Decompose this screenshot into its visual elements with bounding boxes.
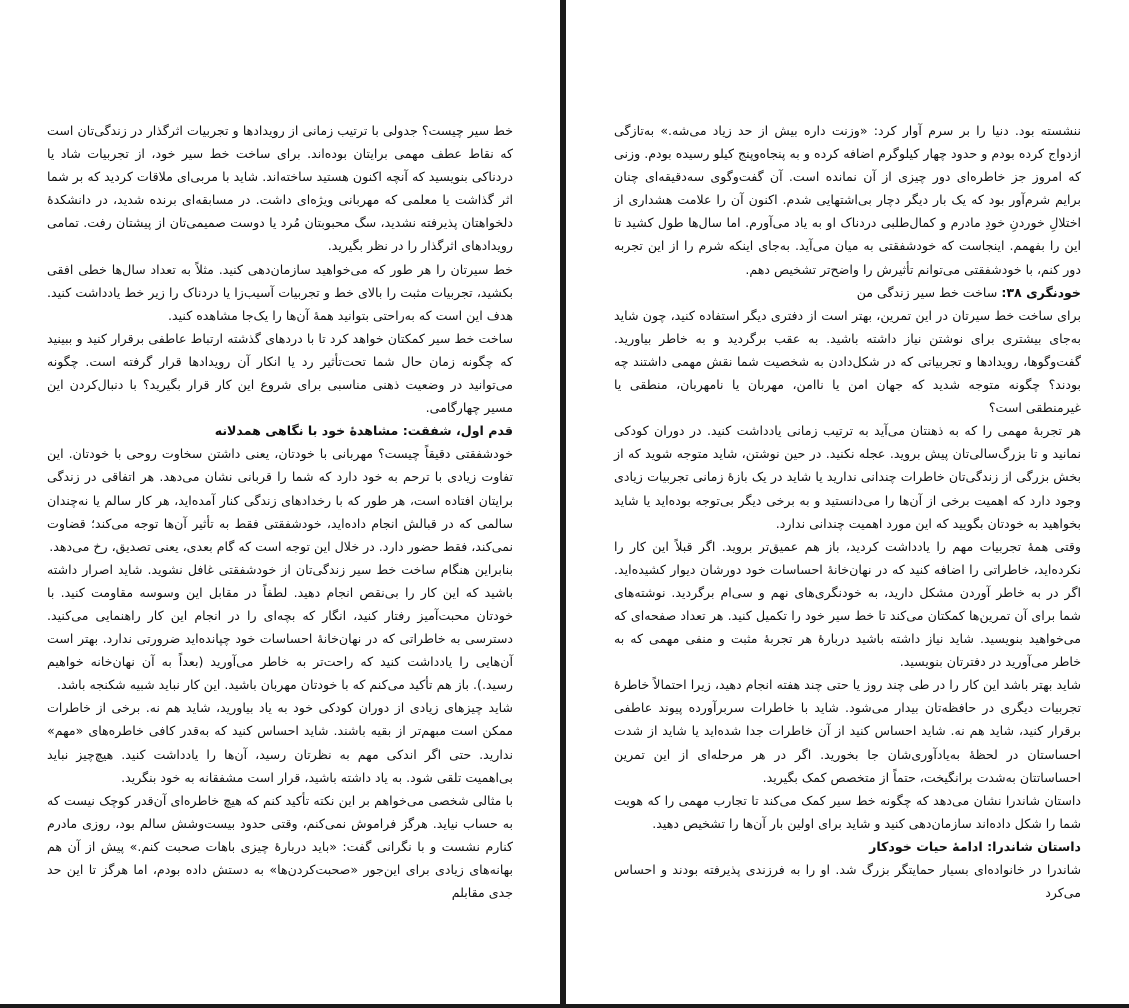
paragraph: شاید بهتر باشد این کار را در طی چند روز یا حتی چند هفته انجام دهید، زیرا احتمالاً خاطرهٔ تجربیات دیگری در حافظه‌تان بیدار می‌شود. شاید با خاطرات سربرآورده پیوند عاطفی برقرار کنید، شاید هم نه. شاید احساس کنید از آن خاطرات جدا شده‌اید یا شاید از شدت احساستان در لحظهٔ به‌یادآوری‌شان جا بخورید. اگر در هر مرحله‌ای از این تمرین احساساتتان به‌شدت برانگیخت، حتماً از متخصص کمک بگیرید. [614,677,1081,785]
paragraph: بنابراین هنگام ساخت خط سیر زندگی‌تان از خودشفقتی غافل نشوید. شاید اصرار داشته باشید که این کار را بی‌نقص انجام دهید. لطفاً در مقابل این وسوسه مقاومت کنید. با خودتان محبت‌آمیز رفتار کنید، انگار که بچه‌ای را در انجام این کار راهنمایی می‌کنید. دسترسی به خاطراتی که در نهان‌خانهٔ احساسات خود چپانده‌اید ضرورتی ندارد. بهتر است آن‌هایی را یادداشت کنید که راحت‌تر به خاطر می‌آورید (بعداً به آن نهان‌خانه خواهیم رسید.). باز هم تأکید می‌کنم که با خودتان مهربان باشید. این کار نباید شبیه شکنجه باشد. [47,561,513,693]
paragraph: ساخت خط سیر کمکتان خواهد کرد تا با دردهای گذشته ارتباط عاطفی برقرار کنید و ببینید که چگونه زمان حال شما تحت‌تأثیر رد یا انکار آن رویدادها قرار گرفته است. چگونه می‌توانید در وضعیت ذهنی مناسبی برای شروع این کار قرار بگیرید؟ با دنبال‌کردن این مسیر چهارگامی. [47,330,513,416]
paragraph: خط سیر چیست؟ جدولی با ترتیب زمانی از رویدادها و تجربیات اثرگذار در زندگی‌تان است که نقاط عطف مهمی برایتان بوده‌اند. برای ساخت خط سیر خود، از تجربیات شاد یا دردناکی بنویسید که آنچه اکنون هستید ساخته‌اند. شاید با مربی‌ای ملاقات کردید که بر شما اثر گذاشت یا معلمی که مهربانی ویژه‌ای داشت. در مسابقه‌ای برنده شدید، در دانشکدهٔ دلخواهتان پذیرفته نشدید، سگ محبوبتان مُرد یا دوست صمیمی‌تان از پیشتان رفت. تمامی رویدادهای اثرگذار را در نظر بگیرید. [47,123,513,254]
left-page [0,0,560,1004]
left-page-text [47,119,513,904]
paragraph: هر تجربهٔ مهمی را که به ذهنتان می‌آید به ترتیب زمانی یادداشت کنید. در دوران کودکی نمانید و تا بزرگ‌سالی‌تان پیش بروید. عجله نکنید. در حین نوشتن، شاید متوجه شوید که از بخش بزرگی از زندگی‌تان خاطرات چندانی ندارید یا شاید در یک بازهٔ زمانی تجربیات زیادی وجود دارد که اهمیت برخی از آن‌ها را می‌دانستید و به برخی دیگر بی‌توجه بوده‌اید یا شاید بخواهید به خودتان بگویید که این مورد اهمیت چندانی ندارد. [614,423,1081,531]
right-page-text [614,119,1081,904]
story-heading: داستان شاندرا: ادامهٔ حیات خودکار [869,838,1081,854]
paragraph: شاندرا در خانواده‌ای بسیار حمایتگر بزرگ شد. او را به فرزندی پذیرفته بودند و احساس می‌کرد [614,862,1081,901]
section-heading: قدم اول، شفقت: مشاهدهٔ خود با نگاهی همدلانه [214,423,513,439]
exercise-heading [614,281,1081,304]
paragraph: ننشسته بود. دنیا را بر سرم آوار کرد: «وزنت داره بیش از حد زیاد می‌شه.» به‌تازگی ازدواج کرده بودم و حدود چهار کیلوگرم اضافه کرده و به پنجاه‌وپنج کیلو رسیده بودم. وزنی که امروز جز خاطره‌ای دور چیزی از آن نمانده است. آن گفت‌وگوی سه‌دقیقه‌ای چنان برایم شرم‌آور بود که یک بار دیگر دچار بی‌اشتهایی شدم. اکنون آن را علامت هشداری از اختلالِ خوردنِ خودِ مادرم و کمال‌طلبی دردناک او به یاد می‌آورم. اما سال‌ها طول کشید تا این را بفهمم. اینجاست که خودشفقتی به میان می‌آید. به‌جای اینکه شرم را از این تجربه دور کنم، با خودشفقتی می‌توانم تأثیرش را واضح‌تر تشخیص دهم. [614,123,1081,277]
paragraph: خودشفقتی دقیقاً چیست؟ مهربانی با خودتان، یعنی داشتن سخاوت روحی با خودتان. این تفاوت زیادی با ترحم به خود دارد که شما را قربانی نشان می‌دهد. هر اتفاقی در زندگی برایتان افتاده است، هر طور که با رخدادهای زندگی کنار آمده‌اید، هر کار سالم یا نه‌چندان سالمی که در قبالش انجام داده‌اید، خودشفقتی فقط به تأثیر آن‌ها توجه می‌کند؛ قضاوت نمی‌کند، فقط حضور دارد. در خلال این توجه است که گام بعدی، یعنی تصدیق، رخ می‌دهد. [47,446,513,554]
paragraph: وقتی همهٔ تجربیات مهم را یادداشت کردید، باز هم عمیق‌تر بروید. اگر قبلاً این کار را نکرده‌اید، خاطراتی را اضافه کنید که در نهان‌خانهٔ احساسات خود دورشان دیوار کشیده‌اید. اگر در به خاطر آوردن مشکل دارید، به خودنگری‌های نهم و سی‌ام برگردید. نوشته‌های شما برای آن تمرین‌ها کمکتان می‌کند تا خط سیر خود را تکمیل کنید. هر تعداد صفحه‌ای که می‌خواهید بنویسید. شاید نیاز داشته باشید دربارهٔ هر تجربهٔ مثبت و منفی مهمی که به خاطر می‌آورید در دفترتان بنویسید. [614,538,1081,670]
paragraph: شاید چیزهای زیادی از دوران کودکی خود به یاد بیاورید، شاید هم نه. برخی از خاطرات ممکن است مبهم‌تر از بقیه باشند. شاید احساس کنید که به‌قدر کافی خاطره‌های «مهم» ندارید. حتی اگر اندکی مهم به نظرتان رسید، آن‌ها را یادداشت کنید. هیچ‌چیز نباید بی‌اهمیت تلقی شود. به یاد داشته باشید، قرار است مشفقانه به خود بنگرید. [47,700,513,785]
page-bottom-edge [0,1004,1129,1008]
paragraph: خط سیرتان را هر طور که می‌خواهید سازمان‌دهی کنید. مثلاً به تعداد سال‌ها خطی افقی بکشید، تجربیات مثبت را بالای خط و تجربیات آسیب‌زا یا دردناک را زیر خط یادداشت کنید. هدف این است که به‌راحتی بتوانید همهٔ آن‌ها را یک‌جا مشاهده کنید. [47,261,513,323]
exercise-heading-label: خودنگری ۳۸: [1001,284,1081,300]
paragraph: برای ساخت خط سیرتان در این تمرین، بهتر است از دفتری دیگر استفاده کنید، چون شاید به‌جای بیشتری برای نوشتن نیاز داشته باشید. به عقب برگردید و به خاطر بیاورید. گفت‌وگوها، رویدادها و تجربیاتی که در شکل‌دادن به شخصیت شما نقش مهمی داشتند چه بودند؟ چگونه متوجه شدید که جهان امن یا ناامن، مهربان یا نامهربان، منطقی یا غیرمنطقی است؟ [614,307,1081,416]
paragraph: با مثالی شخصی می‌خواهم بر این نکته تأکید کنم که هیچ خاطره‌ای آن‌قدر کوچک نیست که به حساب نیاید. هرگز فراموش نمی‌کنم، وقتی حدود بیست‌وشش سالم بود، روزی مادرم کنارم نشست و با نگرانی گفت: «باید دربارهٔ چیزی باهات صحبت کنم.» پیش از آن هم بهانه‌های زیادی برای این‌جور «صحبت‌کردن‌ها» به دستش داده بودم، اما هرگز تا این حد جدی مقابلم [47,792,513,901]
paragraph: داستان شاندرا نشان می‌دهد که چگونه خط سیر کمک می‌کند تا تجارب مهمی را که هویت شما را شکل داده‌اند سازمان‌دهی کنید و شاید برای اولین بار آن‌ها را تشخیص دهید. [614,792,1081,831]
right-page [566,0,1129,1004]
exercise-heading-title: ساخت خط سیر زندگی من [856,284,1002,300]
